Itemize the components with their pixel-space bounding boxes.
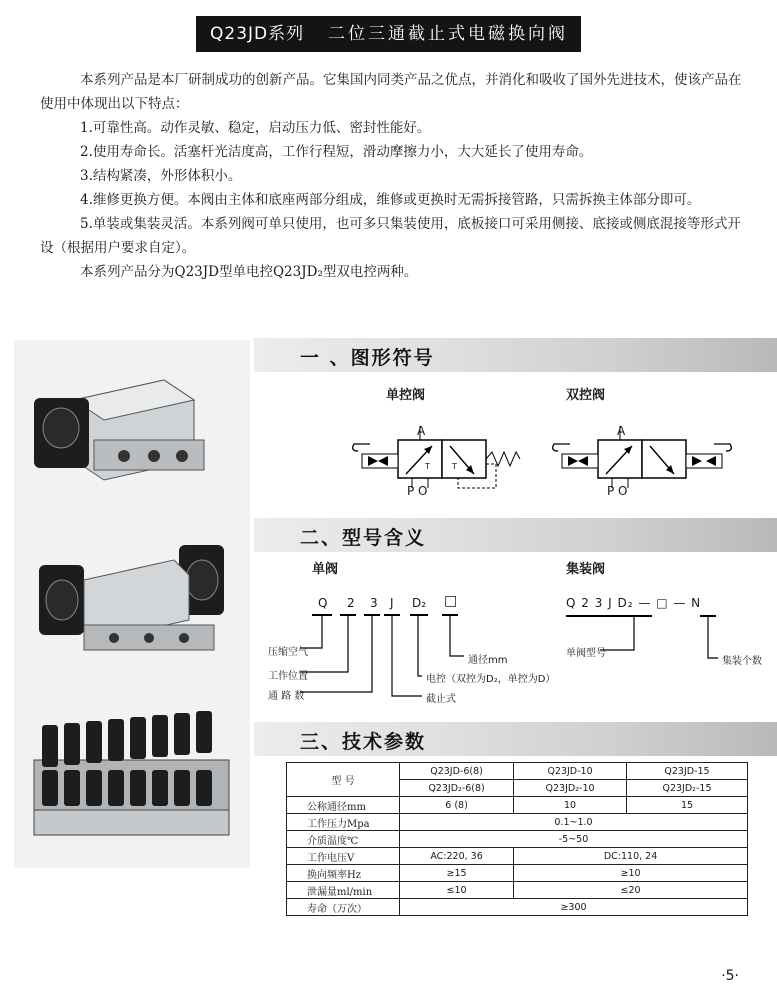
row-label: 公称通径mm [287, 797, 400, 814]
manifold-valve-photo [34, 711, 229, 835]
table-cell: ≤20 [514, 882, 748, 899]
table-row [287, 882, 748, 899]
single-valve-photo [34, 380, 204, 480]
code-letter: 3 [370, 596, 378, 610]
table-cell: ≥300 [400, 899, 748, 916]
valve-photos-illustration [14, 340, 250, 868]
section-title: 一 、图形符号 [300, 347, 435, 369]
section-title: 三、技术参数 [300, 731, 427, 753]
page-title: 二位三通截止式电磁换向阀 [328, 24, 568, 44]
manifold-count-label: 集装个数 [722, 656, 762, 667]
table-cell: ≥10 [514, 865, 748, 882]
series-name: Q23JD系列 [210, 24, 305, 44]
code-letter: 2 [347, 596, 355, 610]
manifold-code: Q 2 3 J D₂ — □ — N [566, 596, 702, 610]
table-cell: 10 [514, 797, 627, 814]
row-label: 泄漏量ml/min [287, 882, 400, 899]
feature-item: 4.维修更换方便。本阀由主体和底座两部分组成，维修或更换时无需拆接管路，只需拆换主体部分即可。 [80, 192, 701, 208]
single-model-title: 单阀 [312, 562, 339, 577]
table-cell: Q23JD₂-6(8) [400, 780, 514, 797]
intro-paragraph: 本系列产品是本厂研制成功的创新产品。它集国内同类产品之优点，并消化和吸收了国外先进技术，使该产品在使用中体现出以下特点： [40, 72, 742, 112]
port-a-label: A [417, 424, 426, 438]
table-row [287, 848, 748, 865]
table-row [287, 831, 748, 848]
manifold-model-title: 集装阀 [566, 562, 606, 577]
table-cell: Q23JD-15 [627, 763, 748, 780]
row-label: 寿命（万次） [287, 899, 400, 916]
table-cell: DC:110, 24 [514, 848, 748, 865]
table-cell: 0.1~1.0 [400, 814, 748, 831]
manifold-type-label: 单阀型号 [566, 648, 606, 659]
table-cell: -5~50 [400, 831, 748, 848]
feature-item: 1.可靠性高。动作灵敏、稳定，启动压力低、密封性能好。 [80, 120, 431, 136]
double-valve-photo [39, 545, 224, 650]
table-cell: 6 (8) [400, 797, 514, 814]
code-letter: □ [444, 593, 458, 609]
port-t-label: T [452, 462, 457, 471]
table-row [287, 814, 748, 831]
code-label: 截止式 [426, 694, 456, 705]
code-label: 电控（双控为D₂，单控为D） [426, 674, 556, 685]
section-header-model [254, 518, 777, 552]
model-header: 型 号 [287, 763, 400, 797]
section-header-specs [254, 722, 777, 756]
table-cell: Q23JD₂-10 [514, 780, 627, 797]
code-label: 通径mm [468, 655, 508, 666]
feature-item: 2.使用寿命长。活塞杆光洁度高，工作行程短，滑动摩擦力小，大大延长了使用寿命。 [80, 144, 593, 160]
feature-item: 5.单装或集装灵活。本系列阀可单只使用，也可多只集装使用，底板接口可采用侧接、底接或侧底混接等形式开设（根据用户要求自定）。 [40, 216, 741, 256]
table-cell: AC:220, 36 [400, 848, 514, 865]
table-cell: Q23JD₂-15 [627, 780, 748, 797]
feature-item: 3.结构紧凑，外形体积小。 [80, 168, 242, 184]
row-label: 介质温度℃ [287, 831, 400, 848]
code-letter: D₂ [412, 596, 427, 610]
table-row [287, 865, 748, 882]
table-cell: Q23JD-6(8) [400, 763, 514, 780]
code-letter: Q [318, 596, 328, 610]
code-label: 工作位置 [268, 671, 308, 682]
single-valve-label: 单控阀 [386, 388, 426, 403]
port-a-label: A [617, 424, 626, 438]
double-valve-symbol [540, 418, 740, 504]
table-cell: 15 [627, 797, 748, 814]
port-t-label: T [425, 462, 430, 471]
table-row [287, 899, 748, 916]
page-number: ·5· [721, 968, 739, 984]
double-valve-label: 双控阀 [566, 388, 606, 403]
product-photos [14, 340, 250, 868]
code-label: 压缩空气 [268, 647, 308, 658]
port-po-label: P O [407, 484, 428, 498]
single-valve-symbol [340, 418, 540, 504]
row-label: 工作压力Mpa [287, 814, 400, 831]
table-cell: ≥15 [400, 865, 514, 882]
page-title-bar [196, 16, 581, 52]
row-label: 工作电压V [287, 848, 400, 865]
table-row [287, 763, 748, 780]
table-cell: ≤10 [400, 882, 514, 899]
intro-text [40, 68, 745, 284]
intro-summary: 本系列产品分为Q23JD型单电控Q23JD₂型双电控两种。 [80, 264, 418, 280]
code-label: 通 路 数 [268, 691, 305, 702]
table-row [287, 797, 748, 814]
code-letter: J [390, 596, 394, 610]
table-cell: Q23JD-10 [514, 763, 627, 780]
spec-table [286, 762, 748, 916]
port-po-label: P O [607, 484, 628, 498]
row-label: 换向频率Hz [287, 865, 400, 882]
section-header-symbols [254, 338, 777, 372]
section-title: 二、型号含义 [300, 527, 427, 549]
